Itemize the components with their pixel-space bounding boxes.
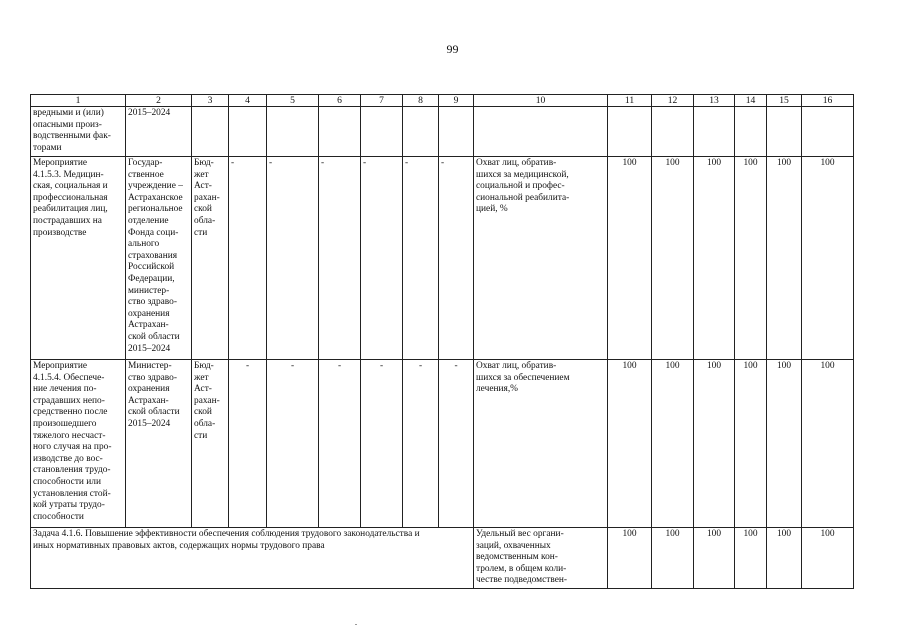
value-cell: 100: [694, 157, 735, 360]
indicator-cell: Удельный вес органи- заций, охваченных ведомственным кон- тролем, в общем коли- честве подведомствен-: [474, 528, 608, 589]
indicator-cell: Охват лиц, обратив- шихся за обеспечением лечения,%: [474, 360, 608, 528]
dash-cell: -: [403, 157, 439, 360]
value-cell: 100: [735, 360, 767, 528]
dash-cell: -: [403, 360, 439, 528]
empty-cell: [229, 107, 267, 157]
executor-cell: Государ- ственное учреждение – Астраханское региональное отделение Фонда соци- ального страхования Российской Федерации, министер- ство здраво- охранения Астрахан- ской области 2015–2024: [126, 157, 192, 360]
value-cell: 100: [608, 528, 652, 589]
empty-cell: [439, 107, 474, 157]
dash-cell: -: [319, 157, 361, 360]
header-cell: 11: [608, 95, 652, 107]
empty-cell: [361, 107, 403, 157]
task-title-cell: Задача 4.1.6. Повышение эффективности обеспечения соблюдения трудового законодательства и иных нормативных правовых актов, содержащих нормы трудового права: [31, 528, 474, 589]
table-row-4154: [31, 360, 854, 528]
value-cell: 100: [767, 528, 802, 589]
measure-name-cell: Мероприятие 4.1.5.4. Обеспече- ние лечения по- страдавших непо- средственно после произошедшего тяжелого несчаст- ного случая на про- изводстве до вос- становления трудо- способности или установления стой- кой утраты трудо- способности: [31, 360, 126, 528]
measure-name-cell: Мероприятие 4.1.5.3. Медицин- ская, социальная и профессиональная реабилитация лиц, пострадавших на производстве: [31, 157, 126, 360]
value-cell: 100: [735, 157, 767, 360]
value-cell: 100: [694, 360, 735, 528]
indicator-cell: Охват лиц, обратив- шихся за медицинской, социальной и профес- сиональной реабилита- цией, %: [474, 157, 608, 360]
executor-cell: 2015–2024: [126, 107, 192, 157]
header-cell: 15: [767, 95, 802, 107]
dash-cell: -: [267, 360, 319, 528]
header-cell: 7: [361, 95, 403, 107]
header-cell: 8: [403, 95, 439, 107]
dash-cell: -: [267, 157, 319, 360]
dash-cell: -: [439, 360, 474, 528]
header-cell: 2: [126, 95, 192, 107]
header-row: [31, 95, 854, 107]
empty-cell: [267, 107, 319, 157]
dash-cell: -: [229, 360, 267, 528]
header-cell: 14: [735, 95, 767, 107]
value-cell: 100: [652, 528, 694, 589]
value-cell: 100: [652, 157, 694, 360]
dash-cell: -: [229, 157, 267, 360]
value-cell: 100: [608, 157, 652, 360]
header-cell: 16: [802, 95, 854, 107]
funding-source-cell: Бюд- жет Аст- рахан- ской обла- сти: [192, 157, 229, 360]
header-cell: 10: [474, 95, 608, 107]
header-cell: 3: [192, 95, 229, 107]
dash-cell: -: [319, 360, 361, 528]
value-cell: 100: [735, 528, 767, 589]
empty-cell: [474, 107, 608, 157]
empty-cell: [767, 107, 802, 157]
header-cell: 12: [652, 95, 694, 107]
value-cell: 100: [802, 360, 854, 528]
table-row-4153: [31, 157, 854, 360]
empty-cell: [608, 107, 652, 157]
funding-source-cell: Бюд- жет Аст- рахан- ской обла- сти: [192, 360, 229, 528]
header-cell: 9: [439, 95, 474, 107]
header-cell: 13: [694, 95, 735, 107]
dash-cell: -: [361, 157, 403, 360]
header-cell: 1: [31, 95, 126, 107]
executor-cell: Министер- ство здраво- охранения Астрахан- ской области 2015–2024: [126, 360, 192, 528]
header-cell: 5: [267, 95, 319, 107]
value-cell: 100: [802, 528, 854, 589]
empty-cell: [192, 107, 229, 157]
empty-cell: [652, 107, 694, 157]
measure-name-cell: вредными и (или) опасными произ- водственными фак- торами: [31, 107, 126, 157]
header-cell: 6: [319, 95, 361, 107]
empty-cell: [735, 107, 767, 157]
scan-speck: [355, 624, 357, 625]
empty-cell: [319, 107, 361, 157]
empty-cell: [694, 107, 735, 157]
header-cell: 4: [229, 95, 267, 107]
dash-cell: -: [439, 157, 474, 360]
value-cell: 100: [652, 360, 694, 528]
empty-cell: [403, 107, 439, 157]
value-cell: 100: [767, 157, 802, 360]
table-row-continuation: [31, 107, 854, 157]
value-cell: 100: [694, 528, 735, 589]
page-number: 99: [446, 42, 459, 56]
dash-cell: -: [361, 360, 403, 528]
table-row-task: [31, 528, 854, 589]
value-cell: 100: [802, 157, 854, 360]
value-cell: 100: [767, 360, 802, 528]
empty-cell: [802, 107, 854, 157]
document-table: [30, 94, 854, 589]
value-cell: 100: [608, 360, 652, 528]
